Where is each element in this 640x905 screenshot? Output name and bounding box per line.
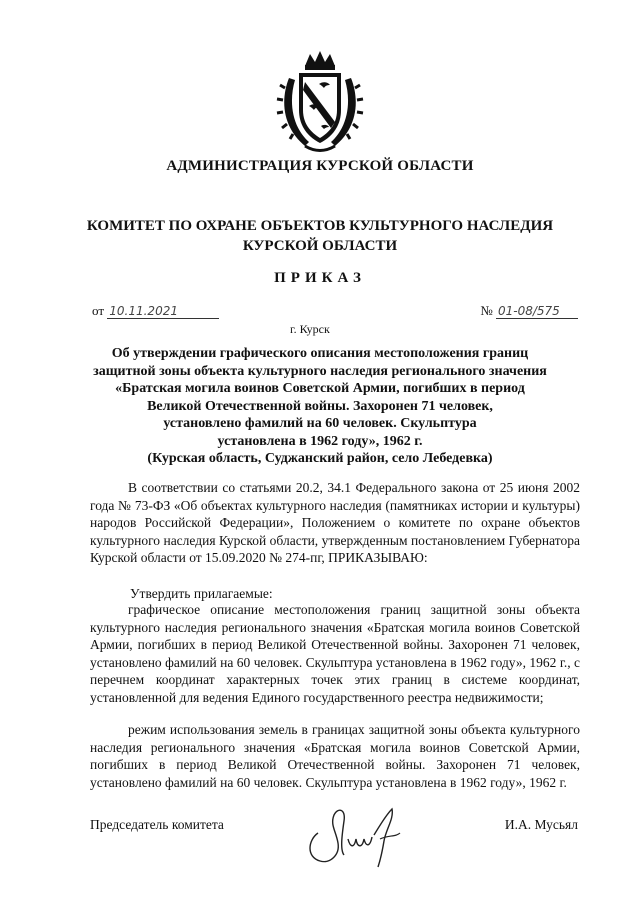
signatory-name: И.А. Мусьял	[504, 817, 578, 832]
subject-line: установлено фамилий на 60 человек. Скульптура	[163, 416, 477, 431]
body-paragraph-basis: В соответствии со статьями 20.2, 34.1 Федерального закона от 25 июня 2002 года № 73-ФЗ «Об объектах культурного наследия (памятниках истории и культуры) народов Российской Федерации», Положением о комитете по охране объектов культурного наследия Курской области, утвержденным постановлением Губернатора Курской области от 15.09.2020 № 274-пг, ПРИКАЗЫВАЮ:	[90, 480, 580, 565]
number-prefix: №	[480, 303, 493, 318]
body-paragraph-graphic-description: графическое описание местоположения границ защитной зоны объекта культурного наследия регионального значения «Братская могила воинов Советской Армии, погибших в период Великой Отечественной войны. Захоронен 71 человек, установлено фамилий на 60 человек. Скульптура установлена в 1962 году», 1962 г., с перечнем координат характерных точек этих границ в системе координат, установленной для ведения Единого государственного реестра недвижимости;	[90, 602, 580, 705]
date-prefix: от	[92, 303, 105, 318]
document-number	[480, 303, 578, 319]
subject-line: (Курская область, Суджанский район, село Лебедевка)	[147, 451, 493, 466]
committee-heading	[0, 216, 640, 256]
administration-heading: АДМИНИСТРАЦИЯ КУРСКОЙ ОБЛАСТИ	[166, 158, 474, 174]
handwritten-signature-icon	[300, 795, 410, 870]
subject-line: защитной зоны объекта культурного наследия регионального значения	[93, 363, 547, 379]
document-date	[92, 303, 219, 319]
date-value: 10.11.2021	[107, 304, 219, 319]
body-paragraph-approve: Утвердить прилагаемые:	[130, 586, 273, 601]
subject-line: Об утверждении графического описания местоположения границ	[111, 346, 529, 361]
body-paragraph-land-use-regime: режим использования земель в границах защитной зоны объекта культурного наследия регионального значения «Братская могила воинов Советской Армии, погибших в период Великой Отечественной войны. Захоронен 71 человек, установлено фамилий на 60 человек. Скульптура установлена в 1962 году», 1962 г.	[90, 722, 580, 790]
date-number-row	[92, 303, 578, 323]
subject-line: установлена в 1962 году», 1962 г.	[217, 433, 423, 449]
committee-heading-line2: КУРСКОЙ ОБЛАСТИ	[242, 238, 398, 254]
document-subject	[80, 345, 560, 468]
city-label: г. Курск	[290, 322, 330, 336]
kursk-coat-of-arms-icon	[275, 48, 365, 158]
subject-line: Великой Отечественной войны. Захоронен 71 человек,	[147, 398, 493, 414]
subject-line: «Братская могила воинов Советской Армии, погибших в период	[115, 381, 525, 396]
number-value: 01-08/575	[496, 304, 578, 319]
document-type-heading: ПРИКАЗ	[274, 270, 366, 286]
committee-heading-line1: КОМИТЕТ ПО ОХРАНЕ ОБЪЕКТОВ КУЛЬТУРНОГО НАСЛЕДИЯ	[86, 218, 554, 234]
signatory-title: Председатель комитета	[90, 817, 224, 832]
